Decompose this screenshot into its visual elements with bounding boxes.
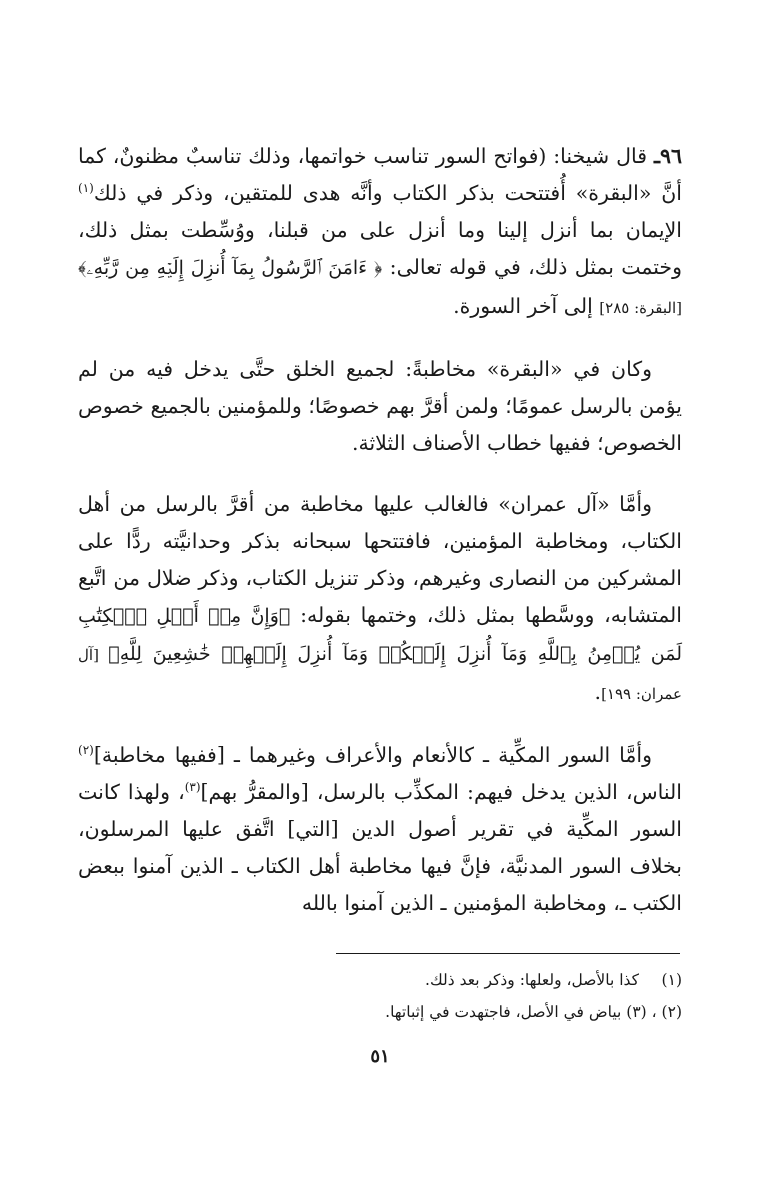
paragraph-text: وكان في «البقرة» مخاطبةً: لجميع الخلق حتَّى يدخل فيه من لم يؤمن بالرسل عمومًا؛ ولمن أقرَّ بهم خصوصًا؛ وللمؤمنين بالجميع خصوص الخصوص؛ ففيها خطاب الأصناف الثلاثة. [78,357,682,455]
paragraph-text: وأمَّا السور المكِّية ـ كالأنعام والأعراف وغيرهما ـ [ففيها مخاطبة] [93,743,652,767]
paragraph-baqara [78,351,682,462]
page-number: ٥١ [370,1046,390,1067]
paragraph-text: . [594,680,602,704]
footnote-ref-2: (٢) [78,743,94,758]
footnote-1 [78,964,682,996]
paragraph-text: وأمَّا «آل عمران» فالغالب عليها مخاطبة من أقرَّ بالرسل من أهل الكتاب، ومخاطبة المؤمنين، فافتتحها سبحانه بذكر وحدانيَّته ردًّا على المشركين من النصارى وغيرهم، وذكر تنزيل الكتاب، وذكر ضلال من اتَّبع المتشابه، ووسَّطها بمثل ذلك، وختمها بقوله: [78,492,682,627]
footnote-2-3 [78,996,682,1028]
quran-verse: ﴿وَإِنَّ مِنۡ أَهۡلِ ٱلۡكِتَٰبِ لَمَن يُؤۡمِنُ بِٱللَّهِ وَمَآ أُنزِلَ إِلَيۡكُمۡ وَمَآ أُنزِلَ إِلَيۡهِمۡ خَٰشِعِينَ لِلَّهِ﴾ [78,605,683,665]
paragraph-text: الناس، الذين يدخل فيهم: المكذِّب بالرسل، [والمقرُّ بهم] [200,780,682,804]
footnote-marker: (٢) ، (٣) [626,1003,682,1021]
paragraph-makki-surahs [78,737,682,922]
quran-verse: ﴿ ءَامَنَ ٱلرَّسُولُ بِمَآ أُنزِلَ إِلَيۡهِ مِن رَّبِّهِۦ﴾ [78,257,383,279]
paragraph-text: ، ولهذا كانت السور المكِّية في تقرير أصول الدين [التي] اتَّفق عليها المرسلون، بخلاف السور المدنيَّة، فإنَّ فيها مخاطبة أهل الكتاب ـ الذين آمنوا ببعض الكتب ـ، ومخاطبة المؤمنين ـ الذين آمنوا بالله [78,780,682,915]
paragraph-number: ٩٦ـ [653,144,682,168]
verse-reference: [البقرة: ٢٨٥] [599,299,682,317]
paragraph-text: إلى آخر السورة. [453,294,600,318]
footnote-text: كذا بالأصل، ولعلها: وذكر بعد ذلك. [425,971,640,989]
footnote-divider [336,953,680,954]
footnote-ref-1: (١) [78,181,94,196]
footnotes [78,964,682,1028]
paragraph-text: الإيمان بما أنزل إلينا وما أنزل على من قبلنا، ووُسِّطت بمثل ذلك، وختمت بمثل ذلك، في قوله تعالى: [78,218,683,279]
paragraph-text: قال شيخنا: (فواتح السور تناسب خواتمها، وذلك تناسبٌ مظنونٌ، كما أنَّ «البقرة» أُفتتحت بذكر الكتاب وأنَّه هدى للمتقين، وذكر في ذلك [78,144,682,205]
main-text [78,138,682,946]
paragraph-96 [78,138,682,327]
verse-reference: [آل عمران: ١٩٩] [78,646,682,703]
footnote-ref-3: (٣) [184,780,201,795]
footnote-text: بياض في الأصل، فاجتهدت في إثباتها. [385,1003,622,1021]
paragraph-al-imran [78,486,682,713]
footnote-marker: (١) [661,971,682,989]
